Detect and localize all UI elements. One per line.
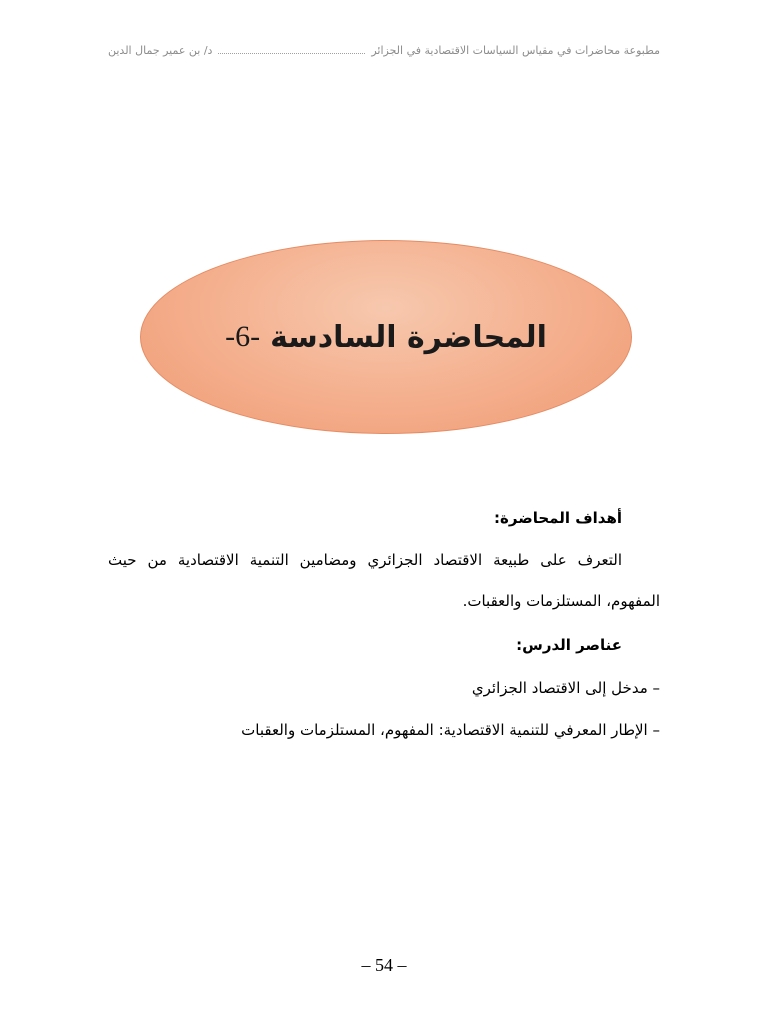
page-number: – 54 –: [361, 955, 407, 975]
header-author: د/ بن عمير جمال الدين: [108, 43, 213, 57]
objectives-text-line-2: المفهوم، المستلزمات والعقبات.: [462, 592, 660, 610]
objectives-text-line-1: التعرف على طبيعة الاقتصاد الجزائري ومضامين التنمية الاقتصادية من حيث: [108, 551, 622, 569]
lecture-number: -6-: [225, 320, 261, 353]
objectives-heading: أهداف المحاضرة:: [494, 509, 622, 527]
lecture-title-text: المحاضرة السادسة: [270, 319, 547, 355]
header-dotted-leader: [218, 53, 365, 54]
elements-list-item: – مدخل إلى الاقتصاد الجزائري: [471, 679, 660, 697]
elements-list-item: – الإطار المعرفي للتنمية الاقتصادية: المفهوم، المستلزمات والعقبات: [241, 721, 660, 739]
elements-heading: عناصر الدرس:: [516, 636, 622, 654]
running-header: [108, 38, 660, 62]
lecture-title: [140, 240, 632, 434]
header-title: مطبوعة محاضرات في مقياس السياسات الاقتصادية في الجزائر: [371, 43, 660, 57]
